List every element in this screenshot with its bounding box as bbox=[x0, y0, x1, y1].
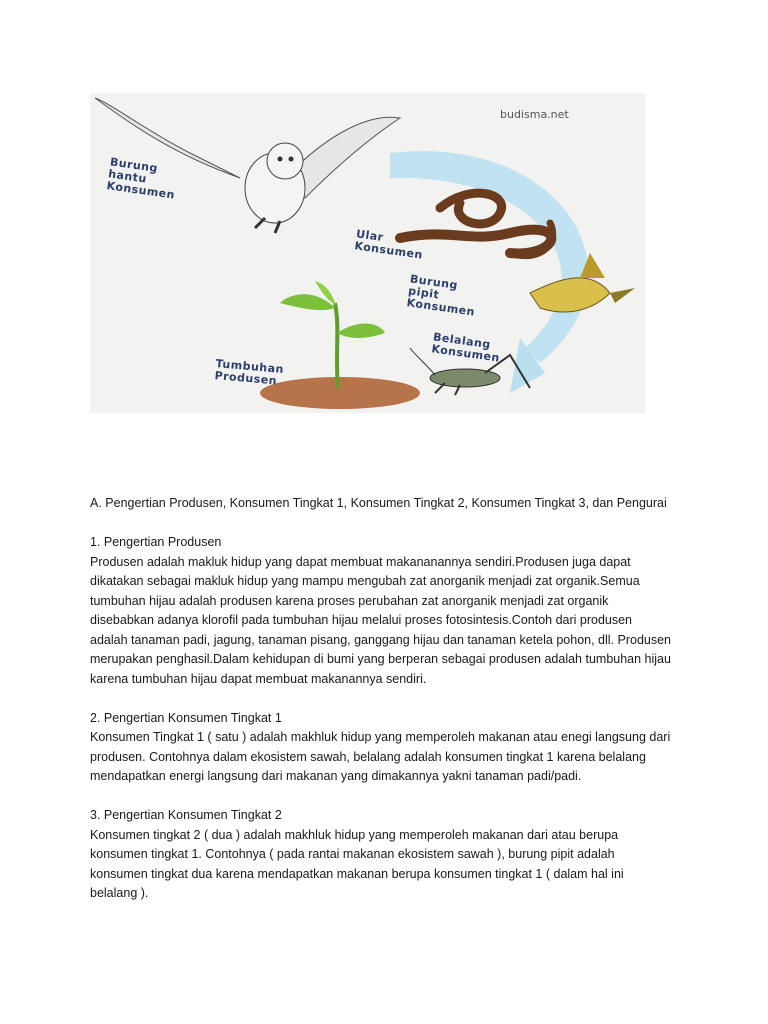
label-owl: Burung hantu Konsumen bbox=[105, 155, 176, 202]
section-1-line: disebabkan adanya klorofil pada tumbuhan hijau melalui proses fotosintesis.Contoh dari produsen bbox=[90, 613, 633, 627]
section-3-title: 3. Pengertian Konsumen Tingkat 2 bbox=[90, 808, 282, 822]
section-1-line: dikatakan sebagai makluk hidup yang mampu mengubah zat anorganik menjadi zat organik.Semua bbox=[90, 574, 640, 588]
section-2-line: Konsumen Tingkat 1 ( satu ) adalah makhluk hidup yang memperoleh makanan atau enegi langsung dari bbox=[90, 730, 671, 744]
label-plant: Tumbuhan Produsen bbox=[214, 357, 285, 388]
heading-a: A. Pengertian Produsen, Konsumen Tingkat 1, Konsumen Tingkat 2, Konsumen Tingkat 3, dan Pengurai bbox=[90, 496, 667, 510]
food-chain-figure bbox=[90, 93, 645, 413]
section-1-line: adalah tanaman padi, jagung, tanaman pisang, ganggang hijau dan tanaman ketela pohon, dll. Produsen bbox=[90, 632, 671, 647]
section-2-line: mendapatkan energi langsung dari makanan yang dimakannya yakni tanaman padi/padi. bbox=[90, 769, 582, 783]
label-grasshopper: Belalang Konsumen bbox=[430, 330, 501, 365]
section-1-title: 1. Pengertian Produsen bbox=[90, 535, 222, 549]
label-snake: Ular Konsumen bbox=[353, 227, 424, 262]
plant-illustration bbox=[260, 281, 420, 409]
section-3-line: konsumen tingkat dua karena mendapatkan makanan berupa konsumen tingkat 1 ( dalam hal ini bbox=[90, 866, 624, 881]
section-2-line: produsen. Contohnya dalam ekosistem sawah, belalang adalah konsumen tingkat 1 karena belalang bbox=[90, 749, 646, 764]
watermark-text: budisma.net bbox=[500, 108, 569, 121]
section-1-line: Produsen adalah makluk hidup yang dapat membuat makananannya sendiri.Produsen juga dapat bbox=[90, 554, 631, 569]
section-2-title: 2. Pengertian Konsumen Tingkat 1 bbox=[90, 710, 282, 725]
label-sparrow: Burung pipit Konsumen bbox=[405, 272, 476, 319]
section-1-line: merupakan penghasil.Dalam kehidupan di bumi yang berperan sebagai produsen adalah tumbuhan hijau bbox=[90, 652, 671, 666]
document-body bbox=[90, 494, 690, 904]
section-1-line: karena tumbuhan hijau dapat membuat makanannya sendiri. bbox=[90, 671, 427, 686]
section-3-line: konsumen tingkat 1. Contohnya ( pada rantai makanan ekosistem sawah ), burung pipit adalah bbox=[90, 847, 615, 861]
section-3-line: belalang ). bbox=[90, 886, 149, 900]
section-3-line: Konsumen tingkat 2 ( dua ) adalah makhluk hidup yang memperoleh makanan dari atau berupa bbox=[90, 827, 619, 842]
section-1-line: tumbuhan hijau adalah produsen karena proses perubahan zat anorganik menjadi zat organik bbox=[90, 593, 609, 608]
